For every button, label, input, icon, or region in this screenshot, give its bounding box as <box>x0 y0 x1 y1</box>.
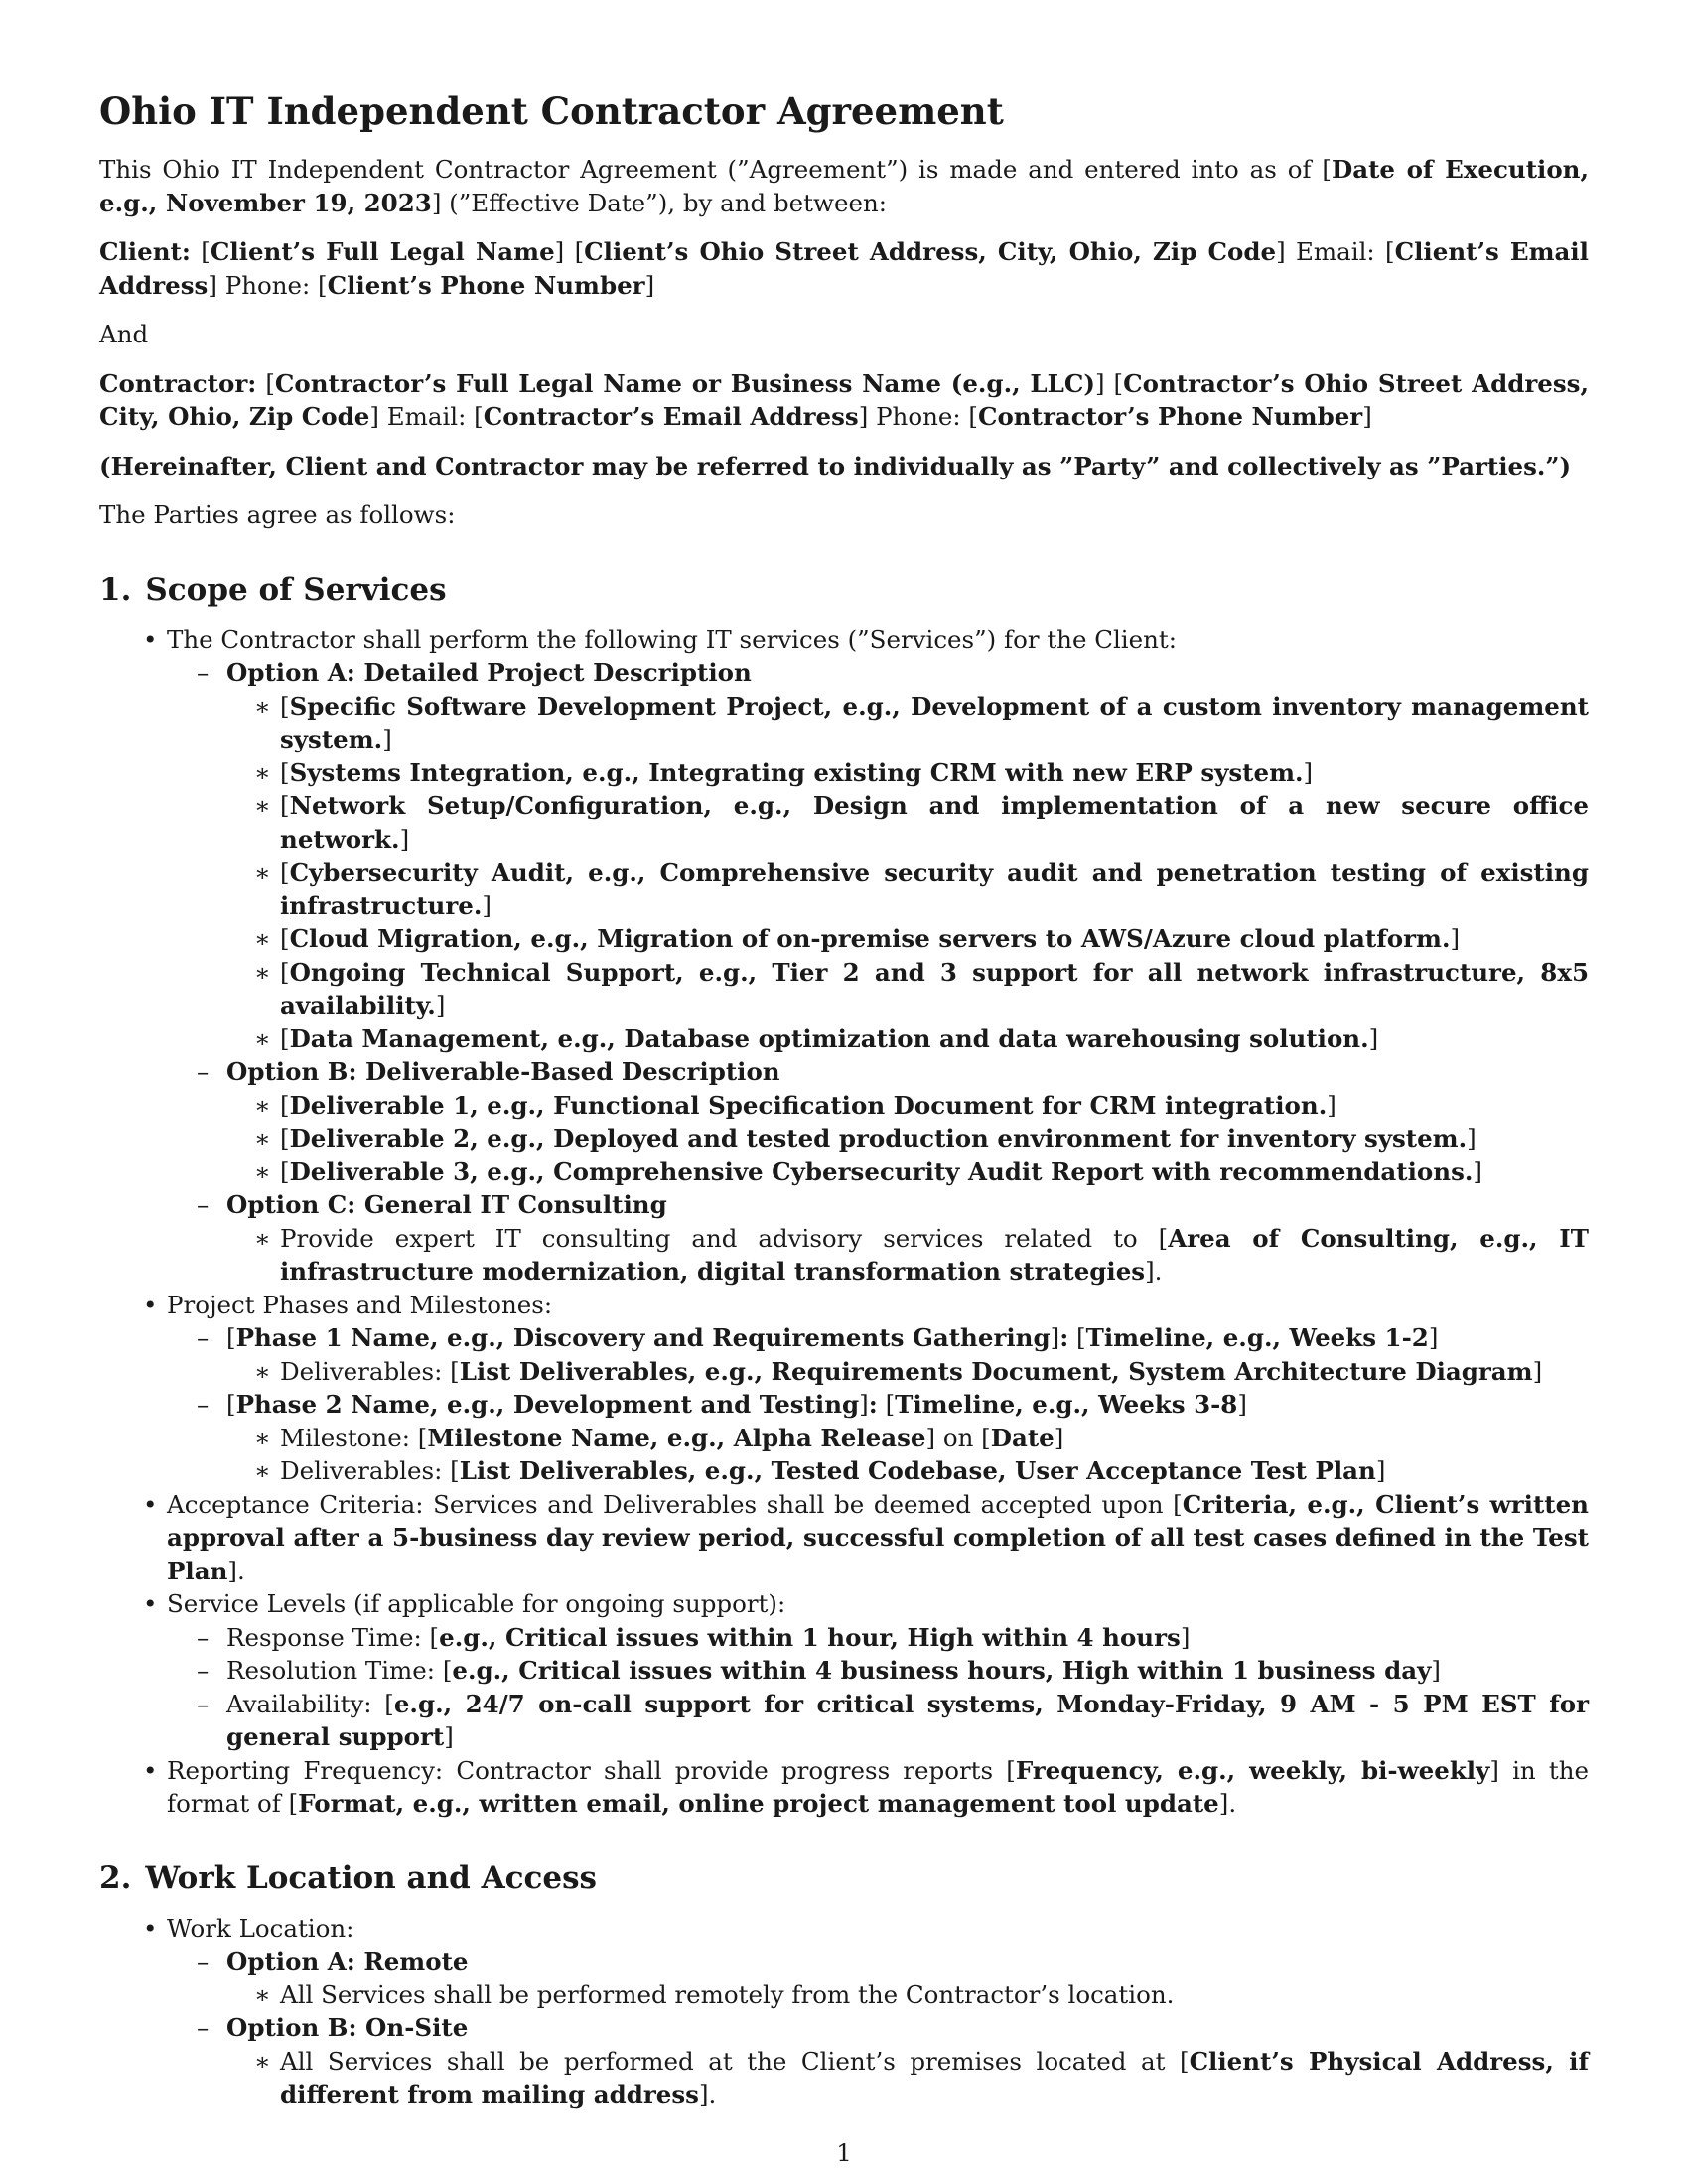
bullet-icon: • <box>143 1489 158 1519</box>
dash-icon: – <box>197 1689 210 1718</box>
dash-icon: – <box>197 1656 210 1685</box>
reporting-frequency: • Reporting Frequency: Contractor shall provide progress reports [Frequency, e.g., weekly, bi-weekly] in the format of [Format, e.g., written email, online project management tool update]. <box>143 1755 1589 1818</box>
hereinafter-clause: (Hereinafter, Client and Contractor may be referred to individually as ”Party” and collectively as ”Parties.”) <box>99 451 1572 480</box>
bullet-icon: • <box>143 1589 158 1618</box>
dash-icon: – <box>197 1057 210 1086</box>
asterisk-icon: ∗ <box>254 1157 271 1186</box>
dash-icon: – <box>197 658 210 687</box>
contractor-name: Contractor’s Full Legal Name or Business Name (e.g., LLC) <box>274 368 1095 398</box>
phase-1: – [Phase 1 Name, e.g., Discovery and Requirements Gathering]: [Timeline, e.g., Weeks 1-2] ∗ Deliverables: [List Deliverables, e.g., Requirements Document, System Architecture Diagram] <box>167 1321 1589 1388</box>
bullet-icon: • <box>143 1290 158 1319</box>
list-item: ∗ [Ongoing Technical Support, e.g., Tier 2 and 3 support for all network infrastructure, 8x5 availability.] <box>254 957 1589 1020</box>
list-item: ∗ All Services shall be performed at the Client’s premises located at [Client’s Physical Address, if different from mailing address]. <box>254 2046 1589 2109</box>
bullet-icon: • <box>143 1755 158 1785</box>
asterisk-icon: ∗ <box>254 1124 271 1153</box>
list-item: ∗ Milestone: [Milestone Name, e.g., Alpha Release] on [Date] <box>226 1422 1589 1455</box>
asterisk-icon: ∗ <box>254 1456 271 1485</box>
asterisk-icon: ∗ <box>254 1024 271 1053</box>
list-item: ∗ Deliverables: [List Deliverables, e.g., Requirements Document, System Architecture Diagram] <box>226 1355 1589 1389</box>
list-item: ∗ Deliverables: [List Deliverables, e.g., Tested Codebase, User Acceptance Test Plan] <box>226 1454 1589 1488</box>
contractor-address: Contractor’s Ohio Street Address, City, Ohio, Zip Code <box>99 368 1589 431</box>
list-item: ∗ [Specific Software Development Project, e.g., Development of a custom inventory management system.] <box>254 691 1589 753</box>
list-item: • The Contractor shall perform the following IT services (”Services”) for the Client: – Option A: Detailed Project Description ∗ [Specific Software Development Project, e.g., Development of a custom inventory management system.] ∗ [Systems Integration, e.g., Integrating existing CRM with new ERP system.] ∗ [Network Setup/Configuration, e.g., Design and implementation of a new secure office network.] ∗ [Cybersecurity Audit, e.g., Comprehensive security audit and penetration testing of existing infrastructure.] ∗ [Cloud Migration, e.g., Migration of on-premise servers to AWS/Azure cloud platform.] ∗ [Ongoing Technical Support, e.g., Tier 2 and 3 support for all network infrastructure, 8x5 availability.] ∗ [Data Management, e.g., Database optimization and data warehousing solution.] – Option B: Deliverable-Based Description ∗ [Deliverable 1, e.g., Functional Specification Document for CRM integration.] ∗ [Deliverable 2, e.g., Deployed and tested production environment for inventory system.] ∗ [Deliverable 3, e.g., Comprehensive Cybersecurity Audit Report with recommendations.] – Option C: General IT Consulting ∗ Provide expert IT consulting and advisory services related to [Area of Consulting, e.g., IT infrastructure modernization, digital transformation strategies]. <box>99 623 1589 1289</box>
dash-icon: – <box>197 1390 210 1419</box>
contractor-block: Contractor: [Contractor’s Full Legal Name or Business Name (e.g., LLC)] [Contractor’s Ohio Street Address, City, Ohio, Zip Code] Email: [Contractor’s Email Address] Phone: [Contractor’s Phone Number] <box>99 368 1589 431</box>
option-onsite: – Option B: On-Site ∗ All Services shall be performed at the Client’s premises located at [Client’s Physical Address, if different from mailing address]. <box>167 2011 1589 2112</box>
list-item: – Response Time: [e.g., Critical issues within 1 hour, High within 4 hours] <box>167 1621 1589 1655</box>
list-item: ∗ [Network Setup/Configuration, e.g., Design and implementation of a new secure office network.] <box>254 791 1589 854</box>
asterisk-icon: ∗ <box>254 691 271 721</box>
page-number: 1 <box>836 2138 852 2167</box>
asterisk-icon: ∗ <box>254 924 271 953</box>
section-1-list <box>99 623 1589 1821</box>
option-a: – Option A: Detailed Project Description ∗ [Specific Software Development Project, e.g., Development of a custom inventory management system.] ∗ [Systems Integration, e.g., Integrating existing CRM with new ERP system.] ∗ [Network Setup/Configuration, e.g., Design and implementation of a new secure office network.] ∗ [Cybersecurity Audit, e.g., Comprehensive security audit and penetration testing of existing infrastructure.] ∗ [Cloud Migration, e.g., Migration of on-premise servers to AWS/Azure cloud platform.] ∗ [Ongoing Technical Support, e.g., Tier 2 and 3 support for all network infrastructure, 8x5 availability.] ∗ [Data Management, e.g., Database optimization and data warehousing solution.] <box>167 656 1589 1055</box>
asterisk-icon: ∗ <box>254 2046 271 2076</box>
execution-date-placeholder: Date of Execution, e.g., November 19, 2023 <box>99 155 1589 217</box>
list-item: – Resolution Time: [e.g., Critical issues within 4 business hours, High within 1 business day] <box>167 1654 1589 1688</box>
section-1-heading: 1. Scope of Services <box>99 571 447 608</box>
bullet-icon: • <box>143 1913 158 1943</box>
list-item: – Availability: [e.g., 24/7 on-call support for critical systems, Monday-Friday, 9 AM - 5 PM EST for general support] <box>197 1689 1589 1751</box>
list-item: ∗ [Deliverable 3, e.g., Comprehensive Cybersecurity Audit Report with recommendations.] <box>226 1156 1589 1189</box>
parties-agree: The Parties agree as follows: <box>99 500 456 529</box>
client-name: Client’s Full Legal Name <box>210 237 555 266</box>
asterisk-icon: ∗ <box>254 1356 271 1386</box>
option-b: – Option B: Deliverable-Based Description ∗ [Deliverable 1, e.g., Functional Specification Document for CRM integration.] ∗ [Deliverable 2, e.g., Deployed and tested production environment for inventory system.] ∗ [Deliverable 3, e.g., Comprehensive Cybersecurity Audit Report with recommendations.] <box>167 1055 1589 1188</box>
dash-icon: – <box>197 2013 210 2042</box>
asterisk-icon: ∗ <box>254 858 271 887</box>
asterisk-icon: ∗ <box>254 1090 271 1120</box>
asterisk-icon: ∗ <box>254 791 271 820</box>
intro-paragraph: This Ohio IT Independent Contractor Agreement (”Agreement”) is made and entered into as of [Date of Execution, e.g., November 19, 2023] (”Effective Date”), by and between: <box>99 155 1589 217</box>
client-block: Client: [Client’s Full Legal Name] [Client’s Ohio Street Address, City, Ohio, Zip Code] Email: [Client’s Email Address] Phone: [Client’s Phone Number] <box>99 237 1589 300</box>
list-item: • Project Phases and Milestones: – [Phase 1 Name, e.g., Discovery and Requirements Gathering]: [Timeline, e.g., Weeks 1-2] ∗ Deliverables: [List Deliverables, e.g., Requirements Document, System Architecture Diagram] – [Phase 2 Name, e.g., Development and Testing]: [Timeline, e.g., Weeks 3-8] ∗ Milestone: [Milestone Name, e.g., Alpha Release] on [Date] ∗ Deliverables: [List Deliverables, e.g., Tested Codebase, User Acceptance Test Plan] <box>99 1289 1589 1488</box>
dash-icon: – <box>197 1622 210 1652</box>
list-item: ∗ Provide expert IT consulting and advisory services related to [Area of Consulting, e.g., IT infrastructure modernization, digital transformation strategies]. <box>254 1223 1589 1286</box>
list-item: ∗ [Cybersecurity Audit, e.g., Comprehensive security audit and penetration testing of existing infrastructure.] <box>254 858 1589 920</box>
list-item: ∗ [Deliverable 2, e.g., Deployed and tested production environment for inventory system.] <box>226 1122 1589 1156</box>
option-remote: – Option A: Remote ∗ All Services shall be performed remotely from the Contractor’s location. <box>167 1945 1589 2011</box>
asterisk-icon: ∗ <box>254 957 271 987</box>
and-text: And <box>99 320 149 348</box>
asterisk-icon: ∗ <box>254 1979 271 2009</box>
list-item: ∗ [Cloud Migration, e.g., Migration of on-premise servers to AWS/Azure cloud platform.] <box>226 922 1589 956</box>
list-item: ∗ [Deliverable 1, e.g., Functional Specification Document for CRM integration.] <box>226 1089 1589 1123</box>
dash-icon: – <box>197 1947 210 1976</box>
phase-2: – [Phase 2 Name, e.g., Development and Testing]: [Timeline, e.g., Weeks 3-8] ∗ Milestone: [Milestone Name, e.g., Alpha Release] on [Date] ∗ Deliverables: [List Deliverables, e.g., Tested Codebase, User Acceptance Test Plan] <box>167 1388 1589 1488</box>
client-email: Client’s Email Address <box>99 237 1589 300</box>
list-item: ∗ [Systems Integration, e.g., Integrating existing CRM with new ERP system.] <box>226 756 1589 790</box>
client-address: Client’s Ohio Street Address, City, Ohio, Zip Code <box>584 237 1277 266</box>
list-item: ∗ All Services shall be performed remotely from the Contractor’s location. <box>226 1979 1589 2012</box>
asterisk-icon: ∗ <box>254 757 271 787</box>
service-levels: • Service Levels (if applicable for ongoing support): – Response Time: [e.g., Critical issues within 1 hour, High within 4 hours] – Resolution Time: [e.g., Critical issues within 4 business hours, High within 1 business day] – Availability: [e.g., 24/7 on-call support for critical systems, Monday-Friday, 9 AM - 5 PM EST for general support] <box>99 1587 1589 1754</box>
dash-icon: – <box>197 1190 210 1219</box>
contractor-phone: Contractor’s Phone Number <box>977 402 1363 431</box>
client-phone: Client’s Phone Number <box>327 270 645 300</box>
dash-icon: – <box>197 1323 210 1352</box>
list-item: • Work Location: – Option A: Remote ∗ All Services shall be performed remotely from the Contractor’s location. – Option B: On-Site ∗ All Services shall be performed at the Client’s premises located at [Client’s Physical Address, if different from mailing address]. <box>99 1912 1589 2112</box>
page-title: Ohio IT Independent Contractor Agreement <box>99 89 1004 133</box>
asterisk-icon: ∗ <box>254 1423 271 1452</box>
list-item: ∗ [Data Management, e.g., Database optimization and data warehousing solution.] <box>226 1023 1589 1056</box>
bullet-icon: • <box>143 624 158 654</box>
contractor-email: Contractor’s Email Address <box>483 402 859 431</box>
section-2-heading: 2. Work Location and Access <box>99 1859 598 1896</box>
option-c: – Option C: General IT Consulting ∗ Provide expert IT consulting and advisory services related to [Area of Consulting, e.g., IT infrastructure modernization, digital transformation strategies]. <box>167 1188 1589 1289</box>
asterisk-icon: ∗ <box>254 1223 271 1253</box>
section-2-list <box>99 1912 1589 2112</box>
acceptance-criteria: • Acceptance Criteria: Services and Deliverables shall be deemed accepted upon [Criteria, e.g., Client’s written approval after a 5-business day review period, successful completion of all test cases defined in the Test Plan]. <box>143 1489 1589 1585</box>
